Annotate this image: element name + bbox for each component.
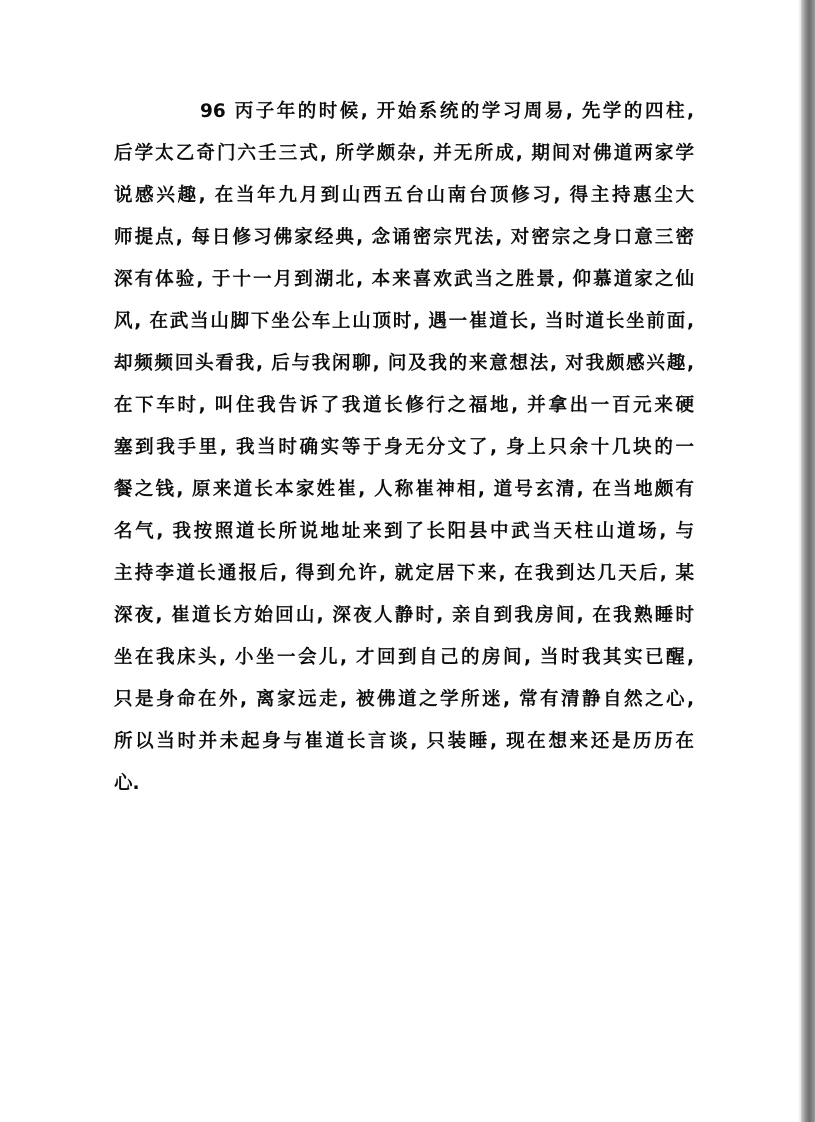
- paragraph-line: 只是身命在外, 离家远走, 被佛道之学所迷, 常有清静自然之心,: [114, 689, 694, 710]
- paragraph: [114, 91, 694, 805]
- paragraph-line: 后学太乙奇门六壬三式, 所学颇杂, 并无所成, 期间对佛道两家学: [114, 143, 694, 164]
- paragraph-line: 深有体验, 于十一月到湖北, 本来喜欢武当之胜景, 仰慕道家之仙: [114, 269, 694, 290]
- paragraph-line: 深夜, 崔道长方始回山, 深夜人静时, 亲自到我房间, 在我熟睡时: [114, 605, 694, 626]
- paragraph-line: 96 丙子年的时候, 开始系统的学习周易, 先学的四柱,: [200, 101, 694, 122]
- paragraph-line: 说感兴趣, 在当年九月到山西五台山南台顶修习, 得主持惠尘大: [114, 185, 694, 206]
- paragraph-line: 名气, 我按照道长所说地址来到了长阳县中武当天柱山道场, 与: [114, 521, 694, 542]
- scrollbar-edge: [801, 0, 815, 1122]
- paragraph-line: 餐之钱, 原来道长本家姓崔, 人称崔神相, 道号玄清, 在当地颇有: [114, 479, 694, 500]
- paragraph-line: 所以当时并未起身与崔道长言谈, 只装睡, 现在想来还是历历在: [114, 731, 694, 752]
- paragraph-line: 坐在我床头, 小坐一会儿, 才回到自己的房间, 当时我其实已醒,: [114, 647, 694, 668]
- paragraph-line: 心.: [114, 773, 140, 794]
- paragraph-line: 师提点, 每日修习佛家经典, 念诵密宗咒法, 对密宗之身口意三密: [114, 227, 694, 248]
- paragraph-line: 主持李道长通报后, 得到允许, 就定居下来, 在我到达几天后, 某: [114, 563, 694, 584]
- paragraph-line: 却频频回头看我, 后与我闲聊, 问及我的来意想法, 对我颇感兴趣,: [114, 353, 694, 374]
- paragraph-line: 在下车时, 叫住我告诉了我道长修行之福地, 并拿出一百元来硬: [114, 395, 694, 416]
- paragraph-line: 风, 在武当山脚下坐公车上山顶时, 遇一崔道长, 当时道长坐前面,: [114, 311, 694, 332]
- paragraph-line: 塞到我手里, 我当时确实等于身无分文了, 身上只余十几块的一: [114, 437, 694, 458]
